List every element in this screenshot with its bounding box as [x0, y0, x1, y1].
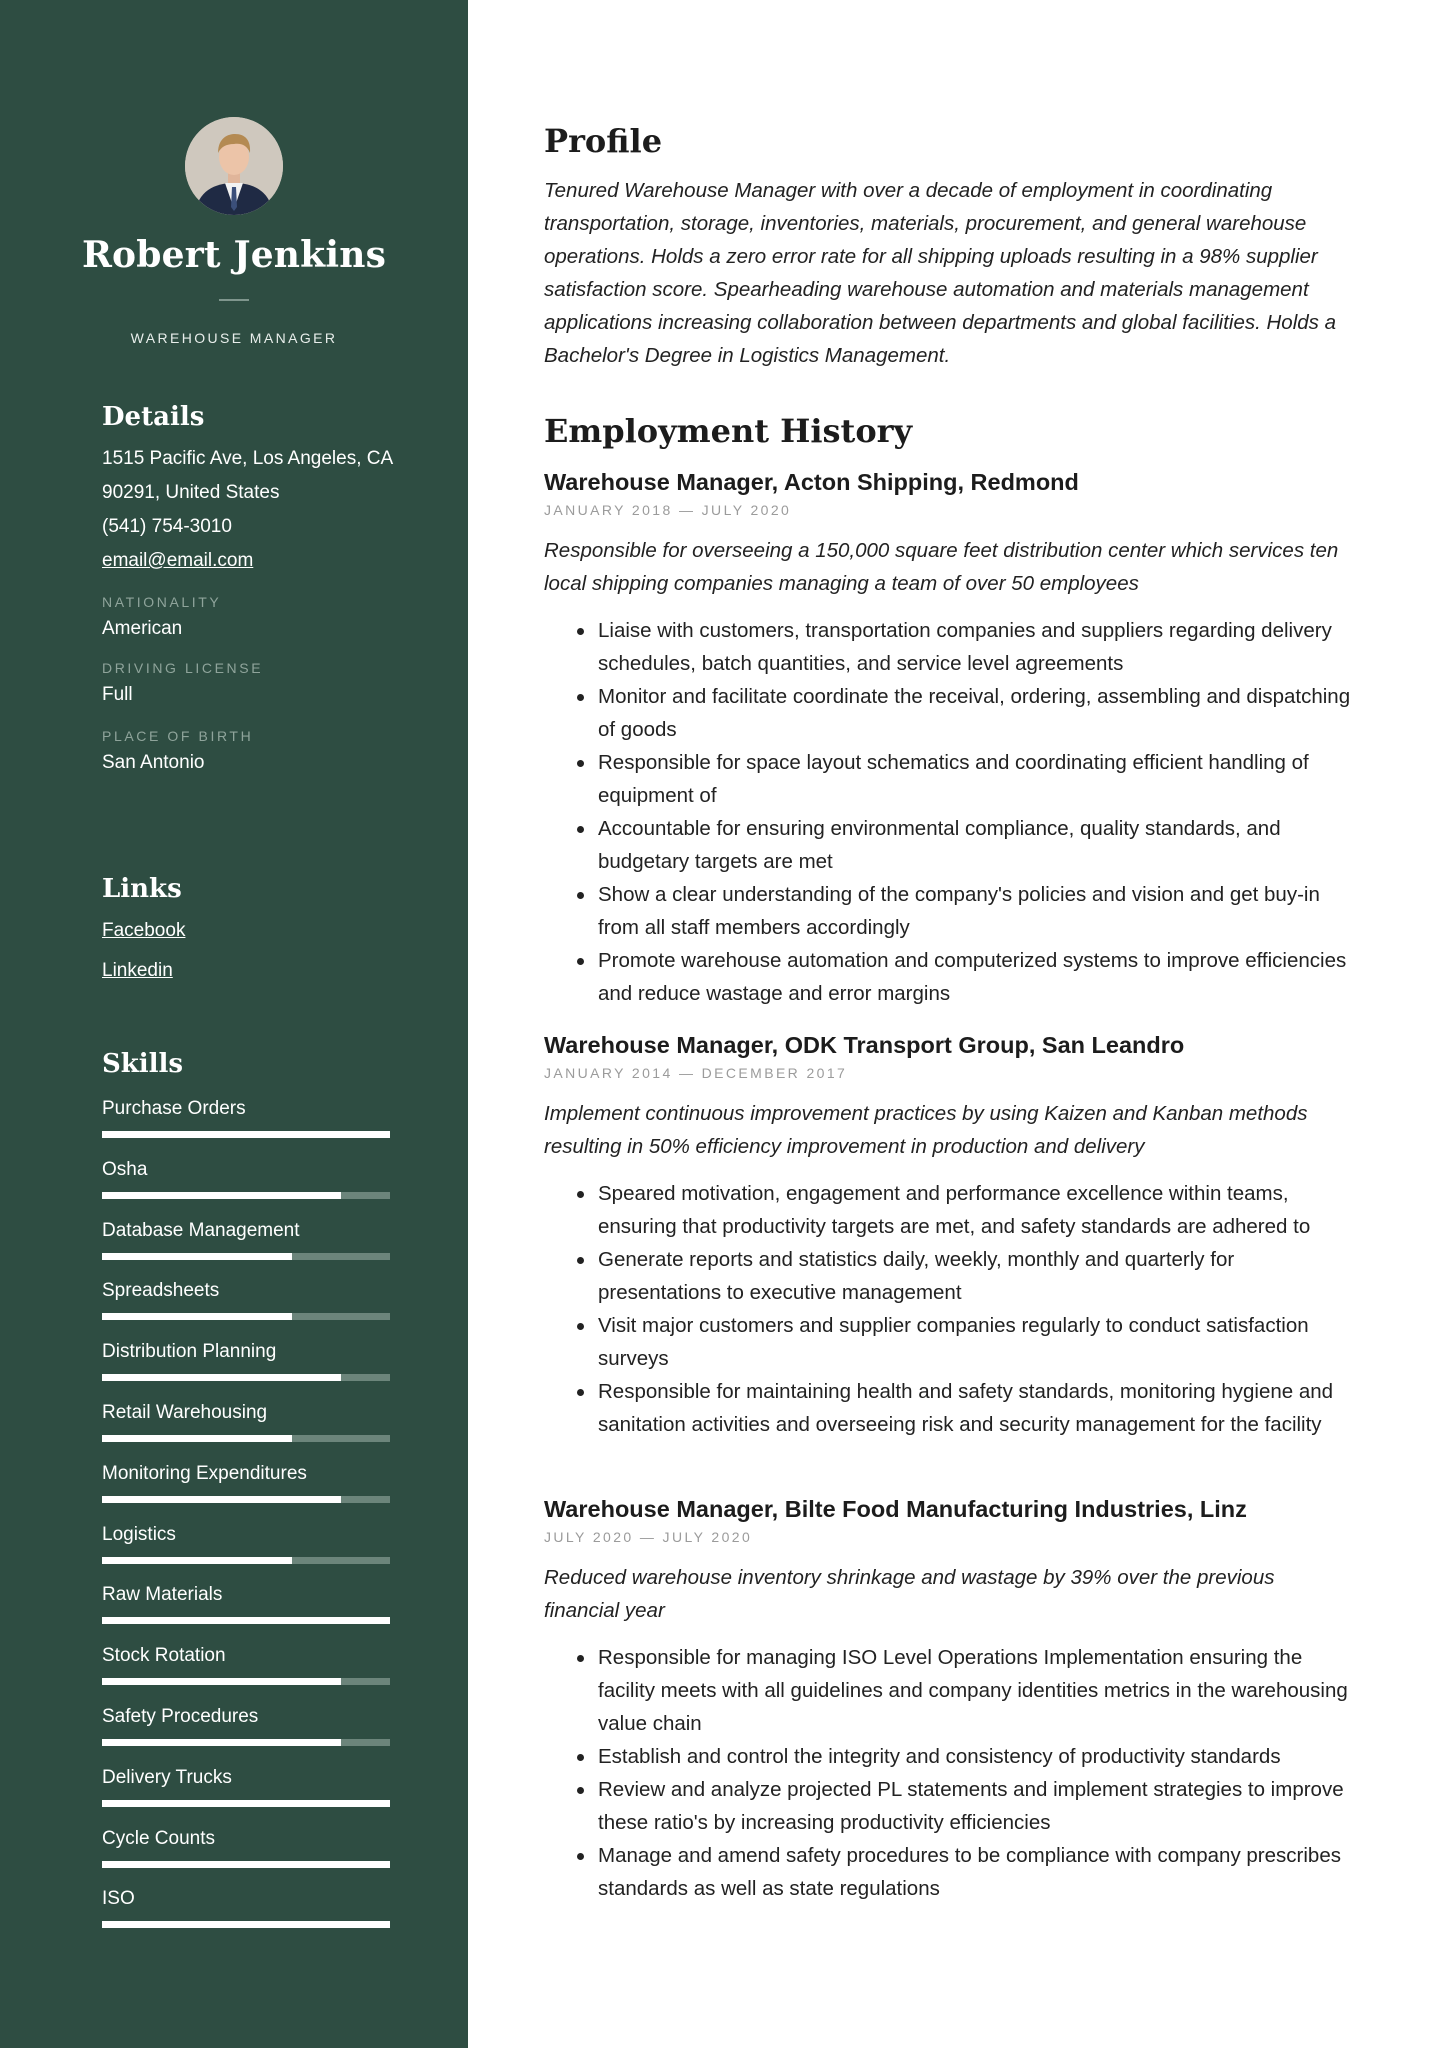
job-summary: Implement continuous improvement practices by using Kaizen and Kanban methods resulting in 50% efficiency improvement in production and delivery — [544, 1102, 1308, 1158]
skill-item — [102, 1279, 390, 1303]
skills-heading: Skills — [102, 1049, 184, 1079]
bullet-dot-icon — [577, 1257, 584, 1264]
bullet-text: Accountable for ensuring environmental compliance, quality standards, and budgetary targets are met — [598, 817, 1281, 873]
details-heading: Details — [102, 402, 205, 432]
bullet-dot-icon — [577, 826, 584, 833]
skill-name: Stock Rotation — [102, 1645, 226, 1667]
bullet-item — [544, 1309, 1354, 1375]
bullet-dot-icon — [577, 1787, 584, 1794]
avatar — [185, 117, 283, 215]
bullet-dot-icon — [577, 1323, 584, 1330]
bullet-item — [544, 812, 1354, 878]
profile-photo — [185, 117, 283, 215]
skill-level-fill — [102, 1435, 292, 1442]
skill-item — [102, 1401, 390, 1425]
skill-name: Spreadsheets — [102, 1280, 220, 1302]
skill-level-fill — [102, 1861, 390, 1868]
place-of-birth-label: PLACE OF BIRTH — [102, 728, 254, 744]
skill-level-fill — [102, 1921, 390, 1928]
skill-level-fill — [102, 1313, 292, 1320]
skill-level-bar — [102, 1739, 390, 1746]
bullet-text: Monitor and facilitate coordinate the receival, ordering, assembling and dispatching of goods — [598, 685, 1351, 741]
skill-item — [102, 1644, 390, 1668]
skill-level-bar — [102, 1435, 390, 1442]
driving-license-label: DRIVING LICENSE — [102, 660, 264, 676]
bullet-item — [544, 1773, 1354, 1839]
nationality-value: American — [102, 618, 183, 639]
nationality-label: NATIONALITY — [102, 594, 222, 610]
skill-level-fill — [102, 1739, 341, 1746]
bullet-item — [544, 680, 1354, 746]
phone-number: (541) 754-3010 — [102, 516, 232, 537]
skill-level-fill — [102, 1374, 341, 1381]
links-section — [102, 874, 402, 984]
driving-license-value: Full — [102, 684, 133, 705]
skill-name: Cycle Counts — [102, 1827, 215, 1849]
skill-item — [102, 1583, 390, 1607]
skill-level-fill — [102, 1557, 292, 1564]
bullet-text: Responsible for space layout schematics and coordinating efficient handling of equipment of — [598, 751, 1309, 807]
skill-level-fill — [102, 1253, 292, 1260]
sidebar — [0, 0, 468, 2048]
details-section — [102, 402, 402, 780]
address-line-1: 1515 Pacific Ave, Los Angeles, CA — [102, 448, 394, 469]
skill-name: Database Management — [102, 1219, 300, 1241]
job-dates: JANUARY 2018 — JULY 2020 — [544, 502, 792, 518]
name-divider — [219, 299, 249, 301]
bullet-dot-icon — [577, 958, 584, 965]
bullet-text: Speared motivation, engagement and performance excellence within teams, ensuring that productivity targets are met, and safety standards are adhered to — [598, 1182, 1311, 1238]
bullet-text: Establish and control the integrity and consistency of productivity standards — [598, 1745, 1281, 1768]
bullet-text: Show a clear understanding of the company's policies and vision and get buy-in from all staff members accordingly — [598, 883, 1320, 939]
skill-level-fill — [102, 1192, 341, 1199]
email-link[interactable]: email@email.com — [102, 550, 254, 571]
bullet-dot-icon — [577, 1853, 584, 1860]
skill-level-bar — [102, 1557, 390, 1564]
address-line-2: 90291, United States — [102, 482, 280, 503]
skill-name: Safety Procedures — [102, 1706, 259, 1727]
bullet-text: Review and analyze projected PL statements and implement strategies to improve these ratio's by increasing productivity efficiencies — [598, 1778, 1344, 1834]
skill-item — [102, 1340, 390, 1364]
skill-item — [102, 1462, 390, 1486]
skill-level-fill — [102, 1617, 390, 1624]
skills-section — [102, 1049, 402, 1079]
bullet-item — [544, 944, 1354, 1010]
bullet-dot-icon — [577, 892, 584, 899]
skill-level-bar — [102, 1496, 390, 1503]
skill-name: Distribution Planning — [102, 1341, 277, 1363]
job-bullets — [544, 614, 1354, 1010]
facebook-link[interactable]: Facebook — [102, 920, 186, 941]
job-entry — [544, 1030, 1354, 1441]
skill-level-bar — [102, 1253, 390, 1260]
bullet-item — [544, 1740, 1354, 1773]
skill-name: Logistics — [102, 1523, 176, 1545]
job-dates: JULY 2020 — JULY 2020 — [544, 1529, 753, 1545]
linkedin-link[interactable]: Linkedin — [102, 960, 173, 981]
bullet-text: Responsible for managing ISO Level Operations Implementation ensuring the facility meets with all guidelines and company identities metrics in the warehousing value chain — [598, 1646, 1348, 1735]
job-entry — [544, 467, 1354, 1010]
bullet-item — [544, 1243, 1354, 1309]
bullet-dot-icon — [577, 760, 584, 767]
job-entry — [544, 1494, 1354, 1905]
profile-summary: Tenured Warehouse Manager with over a decade of employment in coordinating transportation, storage, inventories, materials, procurement, and general warehouse operations. Holds a zero error rate for all shipping uploads resulting in a 98% supplier satisfaction score. Spearheading warehouse automation and materials management applications increasing collaboration between departments and global facilities. Holds a Bachelor's Degree in Logistics Management. — [544, 179, 1337, 367]
bullet-dot-icon — [577, 628, 584, 635]
bullet-dot-icon — [577, 1754, 584, 1761]
skill-level-bar — [102, 1313, 390, 1320]
bullet-text: Manage and amend safety procedures to be compliance with company prescribes standards as well as state regulations — [598, 1844, 1341, 1900]
job-summary: Responsible for overseeing a 150,000 square feet distribution center which services ten local shipping companies managing a team of over 50 employees — [544, 539, 1339, 595]
skill-level-bar — [102, 1678, 390, 1685]
bullet-item — [544, 878, 1354, 944]
candidate-job-title: WAREHOUSE MANAGER — [130, 330, 338, 346]
bullet-item — [544, 746, 1354, 812]
bullet-text: Promote warehouse automation and computerized systems to improve efficiencies and reduce wastage and error margins — [598, 949, 1347, 1005]
skill-item — [102, 1887, 390, 1911]
job-bullets — [544, 1177, 1354, 1441]
skill-name: Osha — [102, 1158, 148, 1180]
bullet-item — [544, 1839, 1354, 1905]
skill-level-bar — [102, 1131, 390, 1138]
skill-level-fill — [102, 1678, 341, 1685]
bullet-item — [544, 614, 1354, 680]
bullet-text: Generate reports and statistics daily, weekly, monthly and quarterly for presentations to executive management — [598, 1248, 1235, 1304]
job-summary: Reduced warehouse inventory shrinkage and wastage by 39% over the previous financial year — [544, 1566, 1275, 1622]
bullet-text: Responsible for maintaining health and safety standards, monitoring hygiene and sanitation activities and overseeing risk and security management for the facility — [598, 1380, 1334, 1436]
employment-heading: Employment History — [544, 412, 913, 450]
bullet-dot-icon — [577, 694, 584, 701]
skill-name: Raw Materials — [102, 1584, 223, 1606]
bullet-dot-icon — [577, 1191, 584, 1198]
skill-level-bar — [102, 1921, 390, 1928]
skill-name: Retail Warehousing — [102, 1402, 268, 1423]
skill-item — [102, 1705, 390, 1729]
skill-level-bar — [102, 1374, 390, 1381]
bullet-item — [544, 1375, 1354, 1441]
skill-item — [102, 1766, 390, 1790]
job-title: Warehouse Manager, Acton Shipping, Redmond — [544, 469, 1079, 495]
job-bullets — [544, 1641, 1354, 1905]
skill-level-bar — [102, 1192, 390, 1199]
place-of-birth-value: San Antonio — [102, 752, 205, 773]
skill-name: Delivery Trucks — [102, 1766, 232, 1788]
links-heading: Links — [102, 874, 182, 904]
job-title: Warehouse Manager, Bilte Food Manufacturing Industries, Linz — [544, 1496, 1247, 1522]
skill-level-bar — [102, 1617, 390, 1624]
skill-name: ISO — [102, 1888, 135, 1910]
candidate-name: Robert Jenkins — [81, 234, 387, 276]
job-title: Warehouse Manager, ODK Transport Group, San Leandro — [544, 1032, 1185, 1058]
skill-item — [102, 1827, 390, 1851]
skill-level-bar — [102, 1800, 390, 1807]
bullet-item — [544, 1641, 1354, 1740]
skill-item — [102, 1523, 390, 1547]
bullet-item — [544, 1177, 1354, 1243]
skill-item — [102, 1219, 390, 1243]
profile-heading: Profile — [544, 122, 663, 160]
skill-item — [102, 1097, 390, 1121]
bullet-dot-icon — [577, 1389, 584, 1396]
skill-level-bar — [102, 1861, 390, 1868]
skill-name: Purchase Orders — [102, 1098, 246, 1119]
skill-level-fill — [102, 1496, 341, 1503]
bullet-dot-icon — [577, 1655, 584, 1662]
skill-level-fill — [102, 1131, 390, 1138]
skill-level-fill — [102, 1800, 390, 1807]
bullet-text: Liaise with customers, transportation companies and suppliers regarding delivery schedules, batch quantities, and service level agreements — [598, 619, 1332, 675]
job-dates: JANUARY 2014 — DECEMBER 2017 — [544, 1065, 848, 1081]
bullet-text: Visit major customers and supplier companies regularly to conduct satisfaction surveys — [598, 1314, 1309, 1370]
skill-item — [102, 1158, 390, 1182]
skill-name: Monitoring Expenditures — [102, 1462, 307, 1484]
